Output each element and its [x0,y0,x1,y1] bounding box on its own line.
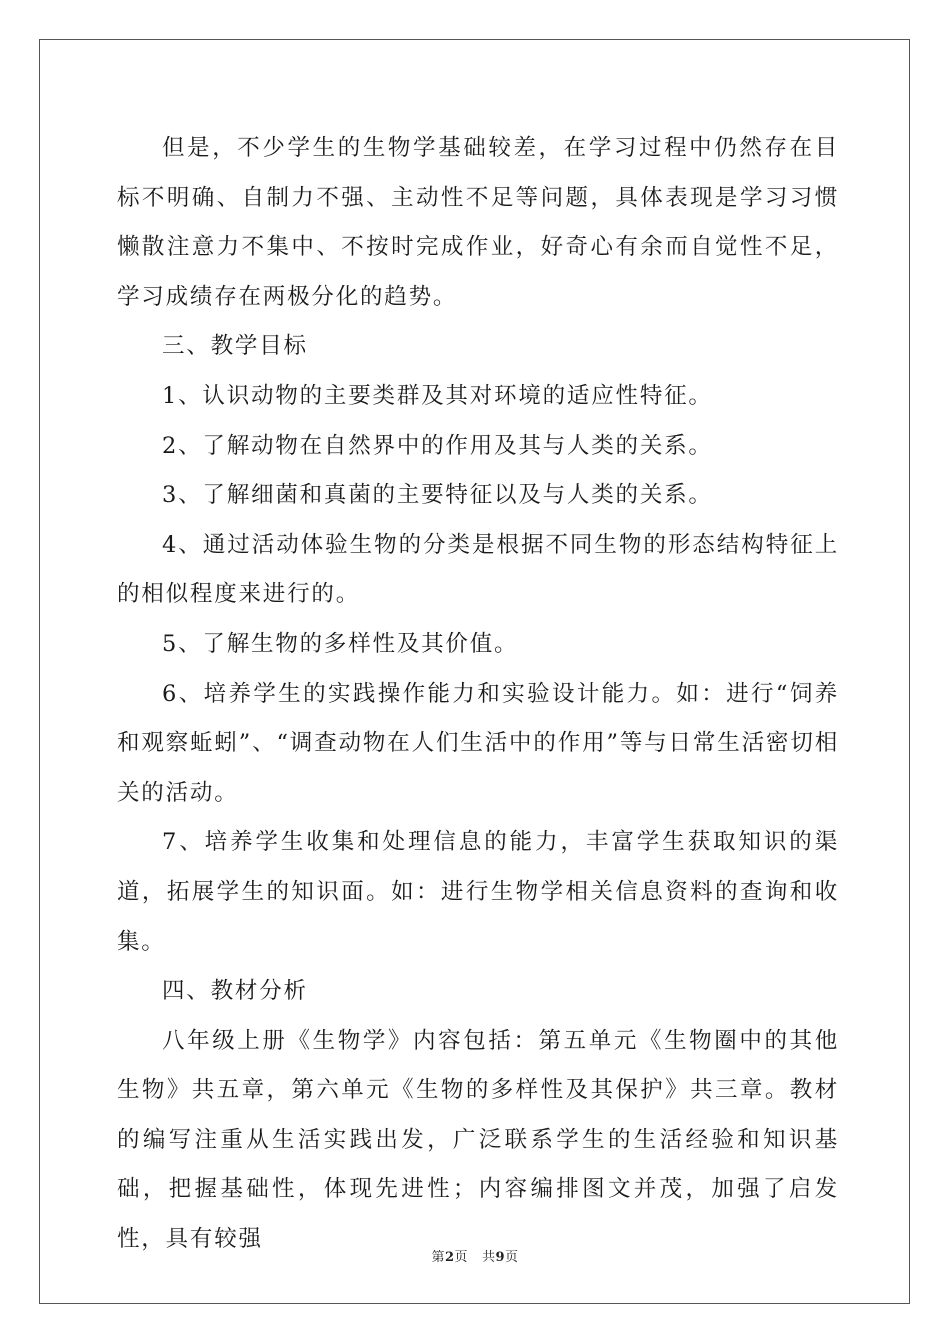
page-number: 2 [444,1250,455,1265]
page-suffix: 页 [454,1250,469,1265]
section-heading-textbook-analysis: 四、教材分析 [162,978,308,1005]
goal-item-7: 7、培养学生收集和处理信息的能力，丰富学生获取知识的渠道，拓展学生的知识面。如：进行生物学相关信息资料的查询和收集。 [117,829,839,955]
goal-item-5: 5、了解生物的多样性及其价值。 [162,630,519,657]
page-footer [0,1246,950,1265]
document-body [117,124,839,1265]
goal-item-1: 1、认识动物的主要类群及其对环境的适应性特征。 [162,382,713,409]
goal-item-3: 3、了解细菌和真菌的主要特征以及与人类的关系。 [162,482,713,509]
paragraph-textbook-analysis: 八年级上册《生物学》内容包括：第五单元《生物圈中的其他生物》共五章，第六单元《生物的多样性及其保护》共三章。教材的编写注重从生活实践出发，广泛联系学生的生活经验和知识基础，把握基础性，体现先进性；内容编排图文并茂，加强了启发性，具有较强 [117,1027,839,1253]
goal-item-2: 2、了解动物在自然界中的作用及其与人类的关系。 [162,432,713,459]
total-pages: 9 [495,1250,506,1265]
total-prefix: 共 [481,1250,496,1265]
section-heading-teaching-goals: 三、教学目标 [162,333,308,360]
goal-item-4: 4、通过活动体验生物的分类是根据不同生物的形态结构特征上的相似程度来进行的。 [117,531,839,608]
total-suffix: 页 [505,1250,519,1265]
paragraph-student-analysis: 但是，不少学生的生物学基础较差，在学习过程中仍然存在目标不明确、自制力不强、主动性不足等问题，具体表现是学习习惯懒散注意力不集中、不按时完成作业，好奇心有余而自觉性不足，学习成绩存在两极分化的趋势。 [117,135,839,310]
page-prefix: 第 [431,1250,445,1265]
goal-item-6: 6、培养学生的实践操作能力和实验设计能力。如：进行“饲养和观察蚯蚓”、“调查动物在人们生活中的作用”等与日常生活密切相关的活动。 [117,680,839,806]
